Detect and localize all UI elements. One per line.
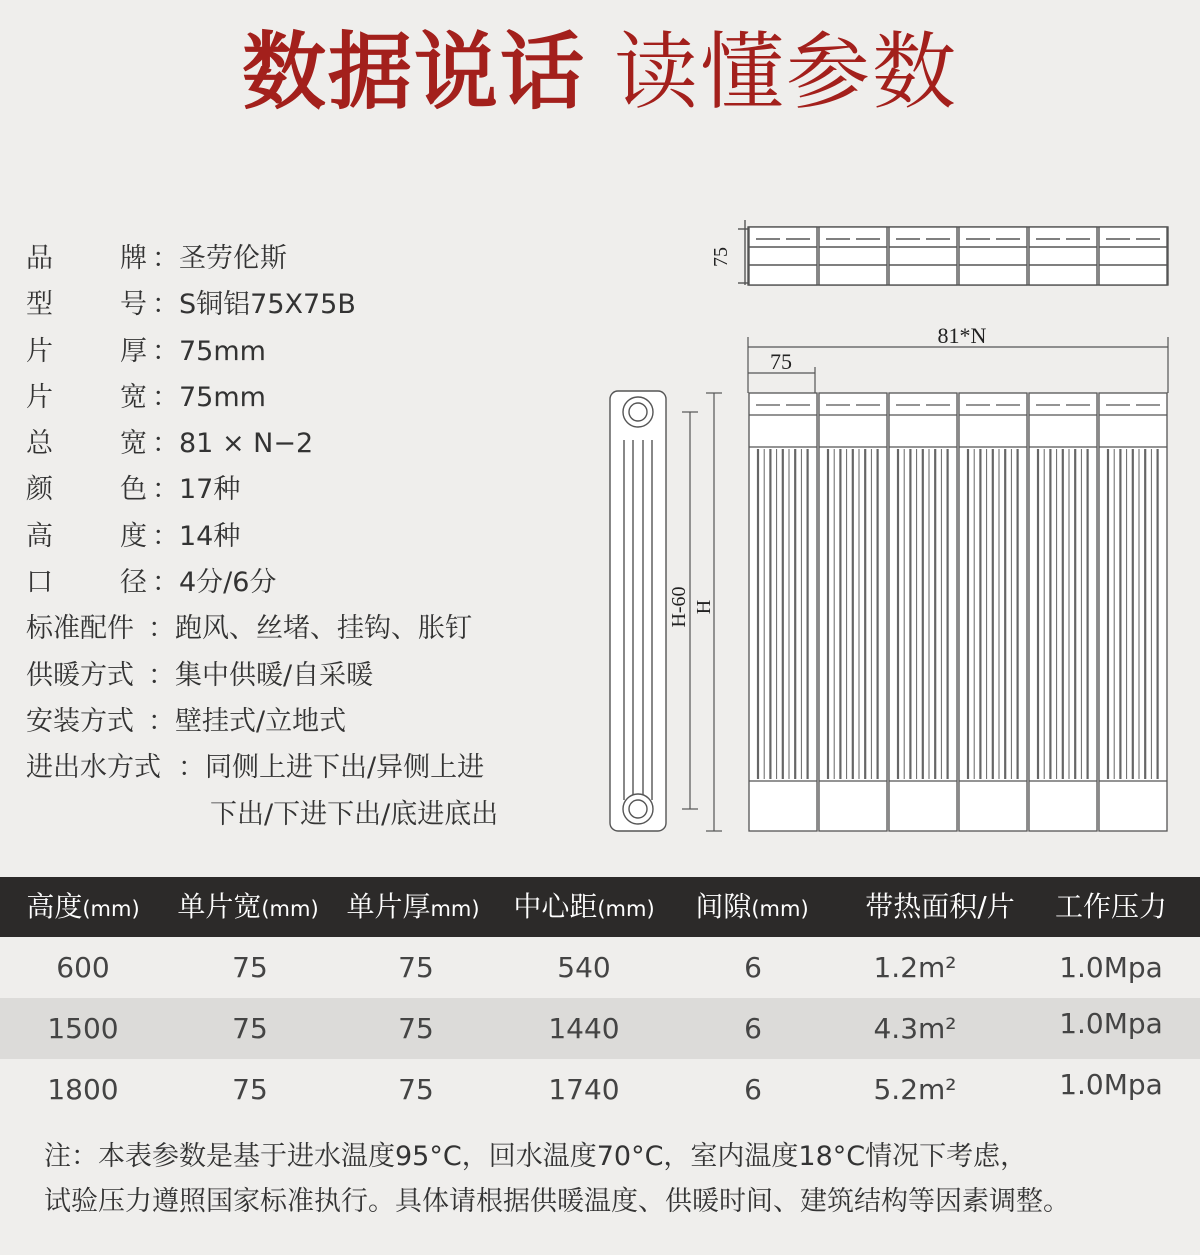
- spec-label: 安装方式: [26, 705, 134, 737]
- spec-label: 标准配件: [26, 613, 134, 645]
- spec-label: 色: [120, 474, 147, 506]
- parameter-table: [0, 877, 1200, 1120]
- footnote: [44, 1134, 1070, 1224]
- top-section: [1099, 227, 1167, 285]
- spec-value: ：4分/6分: [152, 567, 277, 599]
- spec-label: 高: [26, 520, 53, 552]
- spec-label: 供暖方式: [26, 659, 134, 691]
- footnote-line-2: 试验压力遵照国家标准执行。具体请根据供暖温度、供暖时间、建筑结构等因素调整。: [44, 1186, 1070, 1217]
- table-row: 1500 75 75 1440 6 4.3m² 1.0Mpa: [0, 998, 1200, 1059]
- spec-label: 片: [26, 381, 53, 413]
- spec-label: 颜: [26, 474, 53, 506]
- spec-value: ：S铜铝75X75B: [152, 289, 356, 321]
- top-section: [749, 227, 817, 285]
- header-gap: 间隙(mm): [695, 890, 809, 923]
- spec-value: ：75mm: [152, 335, 266, 367]
- header-center-distance: 中心距(mm): [513, 890, 655, 923]
- header-unit-thickness: 单片厚mm): [346, 890, 480, 923]
- spec-label: 厚: [120, 335, 147, 367]
- title-part-1: 数据说话: [241, 23, 586, 121]
- front-section: [1099, 393, 1167, 831]
- top-dim-label: 75: [710, 247, 732, 267]
- page-title: [0, 22, 1200, 122]
- side-view: [610, 391, 666, 831]
- table-row: 600 75 75 540 6 1.2m² 1.0Mpa: [56, 951, 1163, 984]
- spec-label: 径: [120, 567, 147, 599]
- table-header: [0, 877, 1200, 937]
- spec-value: ：跑风、丝堵、挂钩、胀钉: [148, 613, 472, 645]
- spec-label: 片: [26, 335, 53, 367]
- top-section: [889, 227, 957, 285]
- height-dim-outer-label: H: [693, 599, 715, 615]
- front-section: [819, 393, 887, 831]
- section-dim-label: 75: [770, 349, 792, 374]
- footnote-line-1: 注：本表参数是基于进水温度95°C，回水温度70°C，室内温度18°C情况下考虑，: [44, 1141, 1028, 1172]
- spec-value: ：集中供暖/自采暖: [148, 659, 374, 691]
- spec-label: 口: [26, 567, 53, 599]
- spec-label: 总: [26, 428, 53, 460]
- front-section: [959, 393, 1027, 831]
- header-heat-area: 带热面积/片: [865, 890, 1015, 923]
- spec-value: ：14种: [152, 520, 241, 552]
- spec-label: 宽: [120, 428, 147, 460]
- header-height: 高度(mm): [26, 890, 140, 923]
- top-section: [1029, 227, 1097, 285]
- spec-label: 牌: [120, 243, 147, 274]
- spec-value: ：81 × N−2: [152, 428, 314, 460]
- header-pressure: 工作压力: [1054, 890, 1167, 923]
- spec-label: 号: [120, 289, 147, 321]
- top-view: [738, 220, 1168, 285]
- front-section: [889, 393, 957, 831]
- spec-label: 度: [120, 520, 147, 552]
- spec-value: ：同侧上进下出/异侧上进: [178, 752, 485, 784]
- front-view: [749, 393, 1167, 831]
- spec-label: 进出水方式: [26, 752, 161, 784]
- title-part-2: 读懂参数: [614, 23, 959, 121]
- width-dim-label: 81*N: [937, 323, 987, 348]
- spec-label: 品: [26, 243, 53, 274]
- spec-value: ：壁挂式/立地式: [148, 705, 347, 737]
- radiator-drawing: [600, 215, 1180, 845]
- top-section: [959, 227, 1027, 285]
- front-section: [1029, 393, 1097, 831]
- spec-value: ：75mm: [152, 381, 266, 413]
- spec-label: 型: [26, 289, 53, 321]
- spec-label: 宽: [120, 381, 147, 413]
- spec-value: ：圣劳伦斯: [152, 243, 287, 274]
- front-section: [749, 393, 817, 831]
- spec-value: ：17种: [152, 474, 241, 506]
- height-dim-inner-label: H-60: [668, 586, 690, 628]
- top-section: [819, 227, 887, 285]
- header-unit-width: 单片宽(mm): [177, 890, 319, 923]
- spec-value-continuation: 下出/下进下出/底进底出: [210, 798, 499, 830]
- table-row: 1800 75 75 1740 6 5.2m² 1.0Mpa: [47, 1068, 1163, 1106]
